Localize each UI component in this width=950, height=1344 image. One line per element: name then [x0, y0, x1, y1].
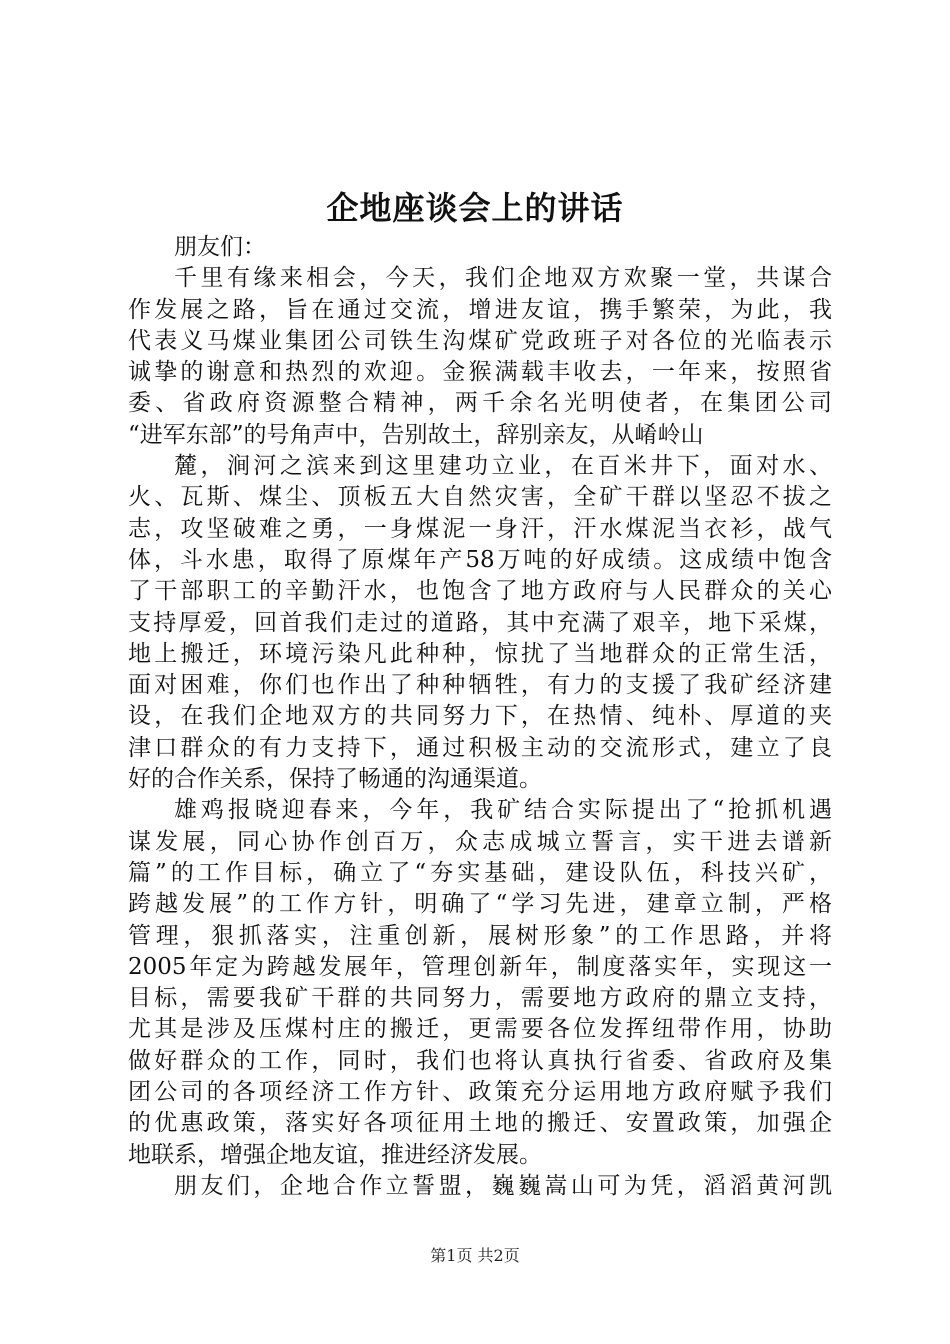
text-line: 团公司的各项经济工作方针、政策充分运用地方政府赋予我们	[128, 1079, 832, 1106]
text-line: 尤其是涉及压煤村庄的搬迁，更需要各位发挥纽带作用，协助	[128, 1016, 832, 1043]
text-line: 目标，需要我矿干群的共同努力，需要地方政府的鼎立支持，	[128, 985, 832, 1012]
text-line: 体，斗水患，取得了原煤年产58万吨的好成绩。这成绩中饱含	[128, 546, 832, 573]
text-line: 津口群众的有力支持下，通过积极主动的交流形式，建立了良	[128, 734, 832, 761]
text-line: 麓，涧河之滨来到这里建功立业，在百米井下，面对水、	[174, 453, 832, 480]
text-line: 谋发展，同心协作创百万，众志成城立誓言，实干进去谱新	[128, 828, 832, 855]
text-line: 作发展之路，旨在通过交流，增进友谊，携手繁荣，为此，我	[128, 296, 832, 323]
text-line: 代表义马煤业集团公司铁生沟煤矿党政班子对各位的光临表示	[128, 327, 832, 354]
page-footer: 第1页 共2页	[430, 1246, 520, 1265]
document-title: 企地座谈会上的讲话	[326, 189, 624, 227]
text-line: 千里有缘来相会，今天，我们企地双方欢聚一堂，共谋合	[174, 265, 832, 292]
text-line: 管理，狠抓落实，注重创新，展树形象”的工作思路，并将	[128, 922, 832, 949]
text-line: 了干部职工的辛勤汗水，也饱含了地方政府与人民群众的关心	[128, 578, 832, 605]
text-line: 跨越发展”的工作方针，明确了“学习先进，建章立制，严格	[128, 891, 832, 918]
text-line: 火、瓦斯、煤尘、顶板五大自然灾害，全矿干群以坚忍不拔之	[128, 484, 832, 511]
text-line: 的优惠政策，落实好各项征用土地的搬迁、安置政策，加强企	[128, 1110, 832, 1137]
text-line: 2005年定为跨越发展年，管理创新年，制度落实年，实现这一	[128, 953, 832, 980]
text-line: 地联系，增强企地友谊，推进经济发展。	[128, 1141, 542, 1168]
text-line: 好的合作关系，保持了畅通的沟通渠道。	[128, 766, 542, 793]
text-line: 诚挚的谢意和热烈的欢迎。金猴满载丰收去，一年来，按照省	[128, 359, 832, 386]
text-line: “进军东部”的号角声中，告别故土，辞别亲友，从崤岭山	[128, 421, 704, 448]
text-line: 雄鸡报晓迎春来，今年，我矿结合实际提出了“抢抓机遇	[174, 797, 832, 824]
text-line: 朋友们，企地合作立誓盟，巍巍嵩山可为凭，滔滔黄河凯	[174, 1172, 832, 1199]
text-line: 志，攻坚破难之勇，一身煤泥一身汗，汗水煤泥当衣衫，战气	[128, 515, 832, 542]
text-line: 面对困难，你们也作出了种种牺牲，有力的支援了我矿经济建	[128, 672, 832, 699]
text-line: 朋友们：	[174, 234, 266, 260]
text-line: 支持厚爱，回首我们走过的道路，其中充满了艰辛，地下采煤，	[128, 609, 832, 636]
text-line: 地上搬迁，环境污染凡此种种，惊扰了当地群众的正常生活，	[128, 640, 832, 667]
text-line: 设，在我们企地双方的共同努力下，在热情、纯朴、厚道的夹	[128, 703, 832, 730]
text-line: 做好群众的工作，同时，我们也将认真执行省委、省政府及集	[128, 1047, 832, 1074]
document-body	[128, 232, 832, 1202]
text-line: 委、省政府资源整合精神，两千余名光明使者，在集团公司	[128, 390, 832, 417]
text-line: 篇”的工作目标，确立了“夯实基础，建设队伍，科技兴矿，	[128, 859, 832, 886]
